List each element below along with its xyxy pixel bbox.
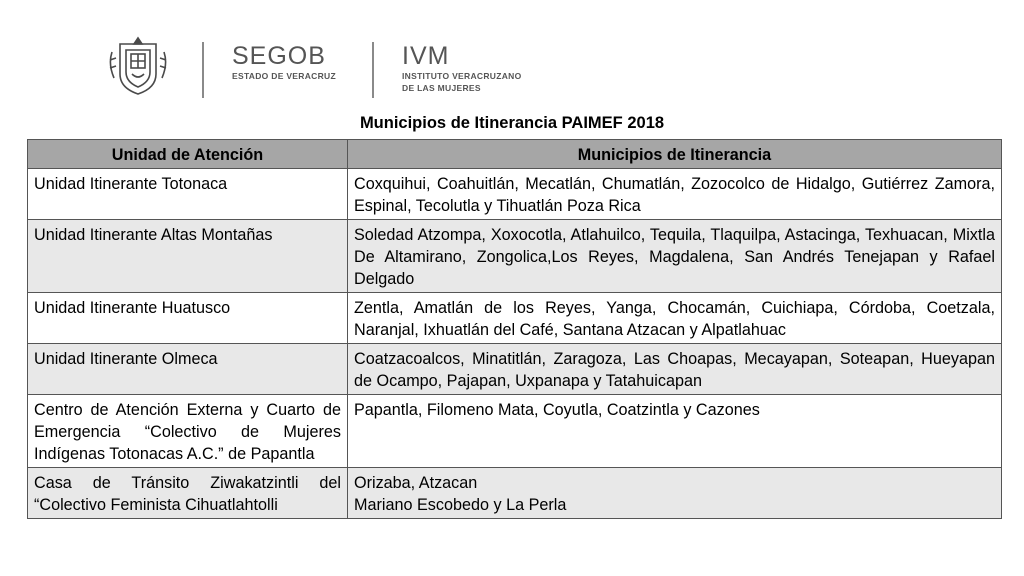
table-row [28, 293, 1002, 344]
unit-cell: Casa de Tránsito Ziwakatzintli del “Colectivo Feminista Cihuatlahtolli [28, 468, 348, 519]
table-row [28, 395, 1002, 468]
ivm-subtitle-line1: INSTITUTO VERACRUZANO [402, 71, 522, 81]
unit-cell: Unidad Itinerante Altas Montañas [28, 220, 348, 293]
table-row [28, 468, 1002, 519]
page-title: Municipios de Itinerancia PAIMEF 2018 [359, 114, 665, 132]
municipios-cell: Zentla, Amatlán de los Reyes, Yanga, Chocamán, Cuichiapa, Córdoba, Coetzala, Naranjal, Ixhuatlán del Café, Santana Atzacan y Alpatlahuac [348, 293, 1002, 344]
header-divider-1 [202, 42, 204, 98]
table-row [28, 169, 1002, 220]
ivm-name: IVM [402, 42, 450, 70]
column-header-unidad: Unidad de Atención [28, 140, 348, 169]
ivm-subtitle-line2: DE LAS MUJERES [402, 83, 481, 93]
header-divider-2 [372, 42, 374, 98]
unit-cell: Unidad Itinerante Olmeca [28, 344, 348, 395]
municipios-line: Orizaba, Atzacan [354, 474, 478, 492]
municipios-cell: Coxquihui, Coahuitlán, Mecatlán, Chumatlán, Zozocolco de Hidalgo, Gutiérrez Zamora, Espinal, Tecolutla y Tihuatlán Poza Rica [348, 169, 1002, 220]
municipios-cell [348, 468, 1002, 519]
ivm-logo [402, 42, 521, 94]
municipios-cell: Papantla, Filomeno Mata, Coyutla, Coatzintla y Cazones [348, 395, 1002, 468]
municipios-cell: Soledad Atzompa, Xoxocotla, Atlahuilco, Tequila, Tlaquilpa, Astacinga, Texhuacan, Mixtla De Altamirano, Zongolica,Los Reyes, Magdalena, San Andrés Tenejapan y Rafael Delgado [348, 220, 1002, 293]
unit-cell: Unidad Itinerante Huatusco [28, 293, 348, 344]
segob-name: SEGOB [232, 42, 326, 70]
table-row [28, 344, 1002, 395]
table-row [28, 220, 1002, 293]
segob-logo [232, 42, 336, 82]
segob-subtitle: ESTADO DE VERACRUZ [232, 71, 336, 81]
municipios-cell: Coatzacoalcos, Minatitlán, Zaragoza, Las Choapas, Mecayapan, Soteapan, Hueyapan de Ocampo, Pajapan, Uxpanapa y Tatahuicapan [348, 344, 1002, 395]
header [0, 0, 1024, 108]
municipios-table [27, 139, 1002, 519]
unit-cell: Centro de Atención Externa y Cuarto de Emergencia “Colectivo de Mujeres Indígenas Totonacas A.C.” de Papantla [28, 395, 348, 468]
unit-cell: Unidad Itinerante Totonaca [28, 169, 348, 220]
table-header-row [28, 140, 1002, 169]
column-header-municipios: Municipios de Itinerancia [348, 140, 1002, 169]
veracruz-coat-of-arms-icon [106, 34, 170, 98]
municipios-line: Mariano Escobedo y La Perla [354, 496, 567, 514]
